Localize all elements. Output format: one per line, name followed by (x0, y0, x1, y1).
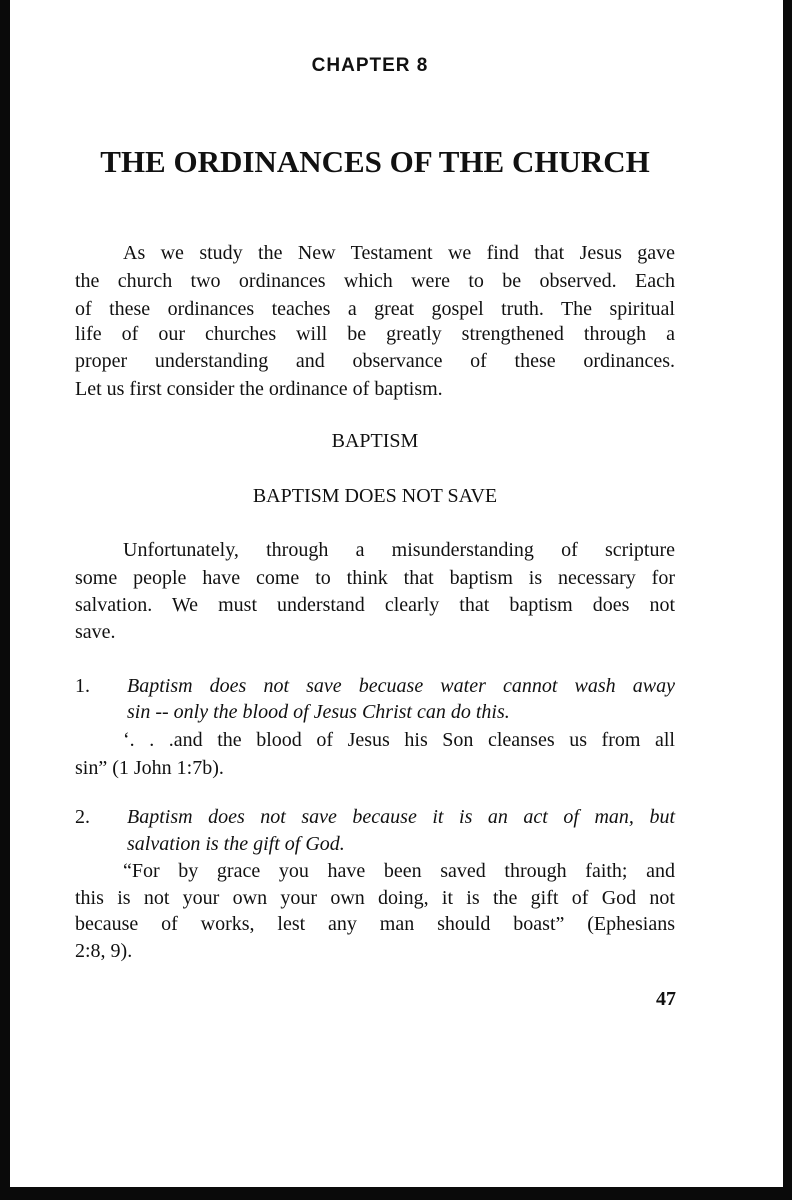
list-statement: salvation is the gift of God. (127, 833, 345, 855)
text-line: proper understanding and observance of these ordinances. (75, 350, 675, 372)
text-line: As we study the New Testament we find that Jesus gave (123, 242, 675, 264)
list-statement: sin -- only the blood of Jesus Christ can do this. (127, 701, 510, 723)
scan-border-left (0, 0, 10, 1200)
text-line: some people have come to think that baptism is necessary for (75, 567, 675, 589)
text-line: the church two ordinances which were to be observed. Each (75, 270, 675, 292)
scripture-quote: 2:8, 9). (75, 940, 133, 962)
text-line: Let us first consider the ordinance of baptism. (75, 378, 443, 400)
text-line: of these ordinances teaches a great gospel truth. The spiritual (75, 298, 675, 320)
section-subheading: BAPTISM DOES NOT SAVE (252, 485, 498, 507)
scan-border-right (783, 0, 792, 1200)
page-title: THE ORDINANCES OF THE CHURCH (100, 144, 650, 179)
text-line: save. (75, 621, 116, 643)
list-number: 1. (75, 675, 90, 697)
chapter-label: CHAPTER 8 (311, 55, 429, 76)
list-statement: Baptism does not save becuase water cannot wash away (127, 675, 675, 697)
text-line: Unfortunately, through a misunderstanding of scripture (123, 539, 675, 561)
list-statement: Baptism does not save because it is an act of man, but (127, 806, 675, 828)
scripture-quote: this is not your own your own doing, it is the gift of God not (75, 887, 675, 909)
section-heading: BAPTISM (331, 430, 419, 452)
scripture-quote: “For by grace you have been saved through faith; and (123, 860, 675, 882)
scripture-quote: ‘. . .and the blood of Jesus his Son cleanses us from all (123, 729, 675, 751)
text-line: life of our churches will be greatly strengthened through a (75, 323, 675, 345)
scripture-quote: because of works, lest any man should boast” (Ephesians (75, 913, 675, 935)
text-line: salvation. We must understand clearly that baptism does not (75, 594, 675, 616)
page-number: 47 (656, 988, 676, 1010)
scripture-quote: sin” (1 John 1:7b). (75, 757, 224, 779)
scan-border-bottom (0, 1187, 792, 1200)
list-number: 2. (75, 806, 90, 828)
